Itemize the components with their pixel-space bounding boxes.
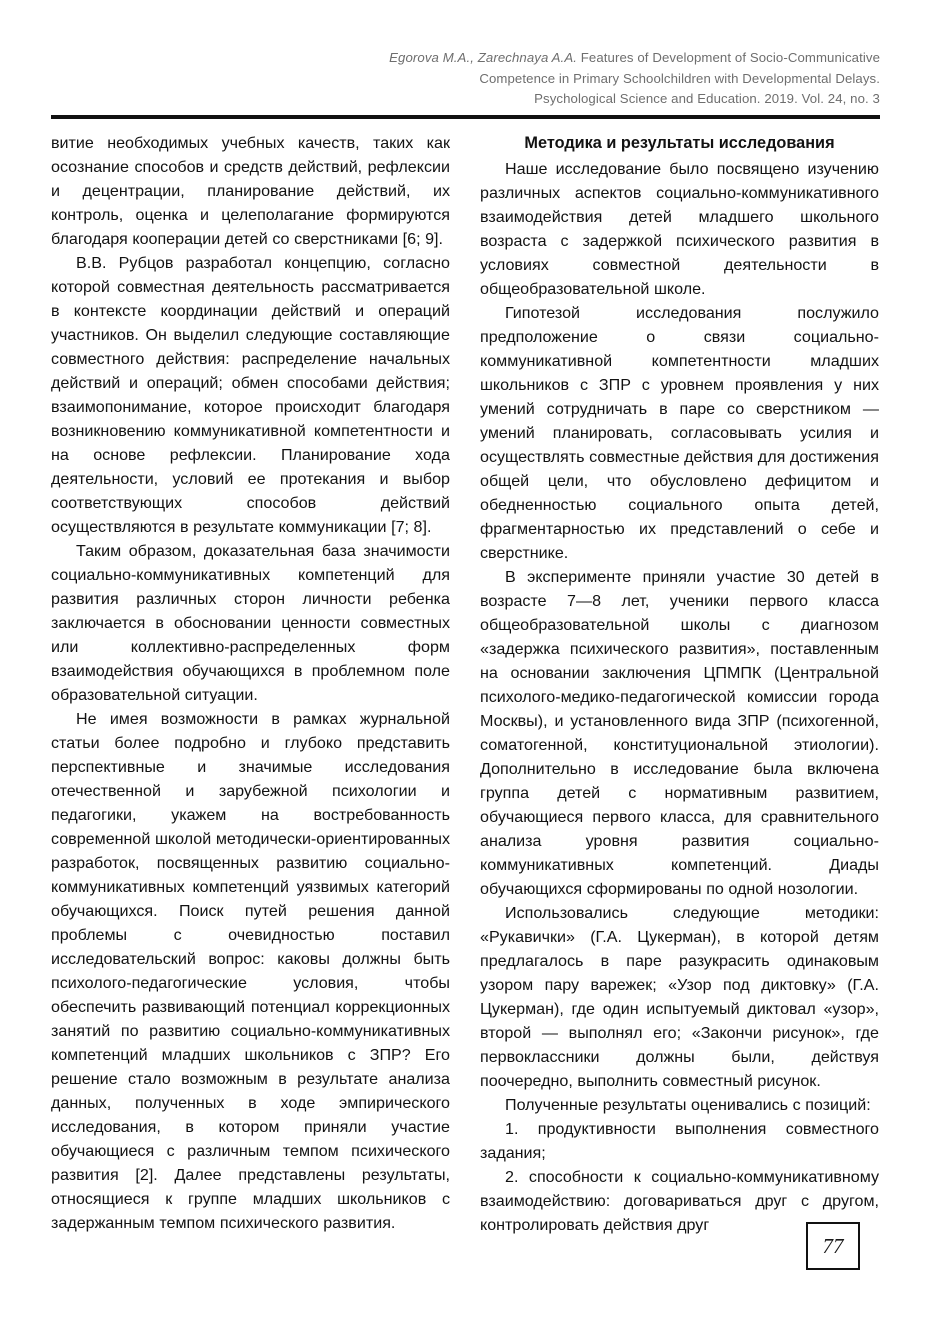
left-column [51, 131, 450, 1237]
paragraph: Не имея возможности в рамках журнальной статьи более подробно и глубоко представить перспективные и значимые исследования отечественной и зарубежной психологии и педагогики, укажем на востребованность современной школой методически-ориентированных разработок, посвященных развитию социально-коммуникативных компетенций уязвимых категорий обучающихся. Поиск путей решения данной проблемы с очевидностью поставил исследовательский вопрос: каковы должны быть психолого-педагогические условия, чтобы обеспечить развивающий потенциал коррекционных занятий по развитию социально-коммуникативных компетенций младших школьников с ЗПР? Его решение стало возможным в результате анализа данных, полученных в ходе эмпирического исследования, в котором приняли участие обучающиеся с различным темпом психического развития [2]. Далее представлены результаты, относящиеся к группе младших школьников с задержанным темпом психического развития. [51, 710, 450, 1232]
paragraph: В эксперименте приняли участие 30 детей в возрасте 7—8 лет, ученики первого класса общеобразовательной школы с диагнозом «задержка психического развития», поставленным на основании заключения ЦПМПК (Центральной психолого-медико-педагогической комиссии города Москвы), и установленного вида ЗПР (психогенной, соматогенной, конституциональной этиологии). Дополнительно в исследование была включена группа детей с нормативным развитием, обучающиеся первого класса, для сравнительного анализа уровня развития социально-коммуникативных компетенций. Диады обучающихся сформированы по одной нозологии. [480, 568, 879, 898]
running-head-authors: Egorova M.A., Zarechnaya A.A. [389, 50, 577, 65]
paragraph: В.В. Рубцов разработал концепцию, согласно которой совместная деятельность рассматривается в контексте координации действий и операций участников. Он выделил следующие составляющие совместного действия: распределение начальных действий и операций; обмен способами действия; взаимопонимание, которое происходит благодаря возникновению коммуникативной компетентности и на основе рефлексии. Планирование хода деятельности, условий ее протекания и выбор соответствующих способов действий осуществляются в результате коммуникации [7; 8]. [51, 254, 450, 536]
right-column [480, 131, 879, 1237]
running-head-line-2: Competence in Primary Schoolchildren with Developmental Delays. [479, 70, 880, 86]
running-head [51, 48, 880, 110]
running-head-title-part-1: Features of Development of Socio-Communicative [576, 50, 880, 65]
body-columns [51, 131, 880, 1237]
page-number-box [806, 1222, 860, 1270]
section-heading: Методика и результаты исследования [524, 134, 835, 152]
list-item: 2. способности к социально-коммуникативному взаимодействию: договариваться друг с другом, контролировать действия друг [480, 1168, 879, 1234]
paragraph: Использовались следующие методики: «Рукавички» (Г.А. Цукерман), в которой детям предлагалось в паре разукрасить одинаковым узором пару варежек; «Узор под диктовку» (Г.А. Цукерман), где один испытуемый диктовал «узор», второй — выполнял его; «Закончи рисунок», где первоклассники должны были, действуя поочередно, выполнить совместный рисунок. [480, 904, 879, 1090]
running-head-line-1 [51, 48, 880, 69]
paragraph: Таким образом, доказательная база значимости социально-коммуникативных компетенций для развития различных сторон личности ребенка заключается в обосновании ценности совместных или коллективно-распределенных форм взаимодействия обучающихся в проблемном поле образовательной ситуации. [51, 542, 450, 704]
page-number: 77 [822, 1233, 844, 1258]
paragraph: Полученные результаты оценивались с позиций: [505, 1096, 871, 1114]
running-head-line-3: Psychological Science and Education. 2019. Vol. 24, no. 3 [534, 91, 880, 107]
paragraph: витие необходимых учебных качеств, таких как осознание способов и средств действий, рефлексии и децентрации, планирование действий, их контроль, оценка и целеполагание формируются благодаря кооперации детей со сверстниками [6; 9]. [51, 134, 450, 248]
paragraph: Гипотезой исследования послужило предположение о связи социально-коммуникативной компетентности младших школьников с ЗПР с уровнем проявления у них умений сотрудничать в паре со сверстником — умений планировать, согласовывать усилия и осуществлять совместные действия для достижения общей цели, что обусловлено дефицитом и обедненностью социального опыта детей, фрагментарностью их представлений о себе и сверстнике. [480, 304, 879, 562]
paragraph: Наше исследование было посвящено изучению различных аспектов социально-коммуникативного взаимодействия детей младшего школьного возраста с задержкой психического развития в условиях совместной деятельности в общеобразовательной школе. [480, 160, 879, 298]
list-item: 1. продуктивности выполнения совместного задания; [480, 1120, 879, 1162]
header-divider-rule [51, 115, 880, 119]
